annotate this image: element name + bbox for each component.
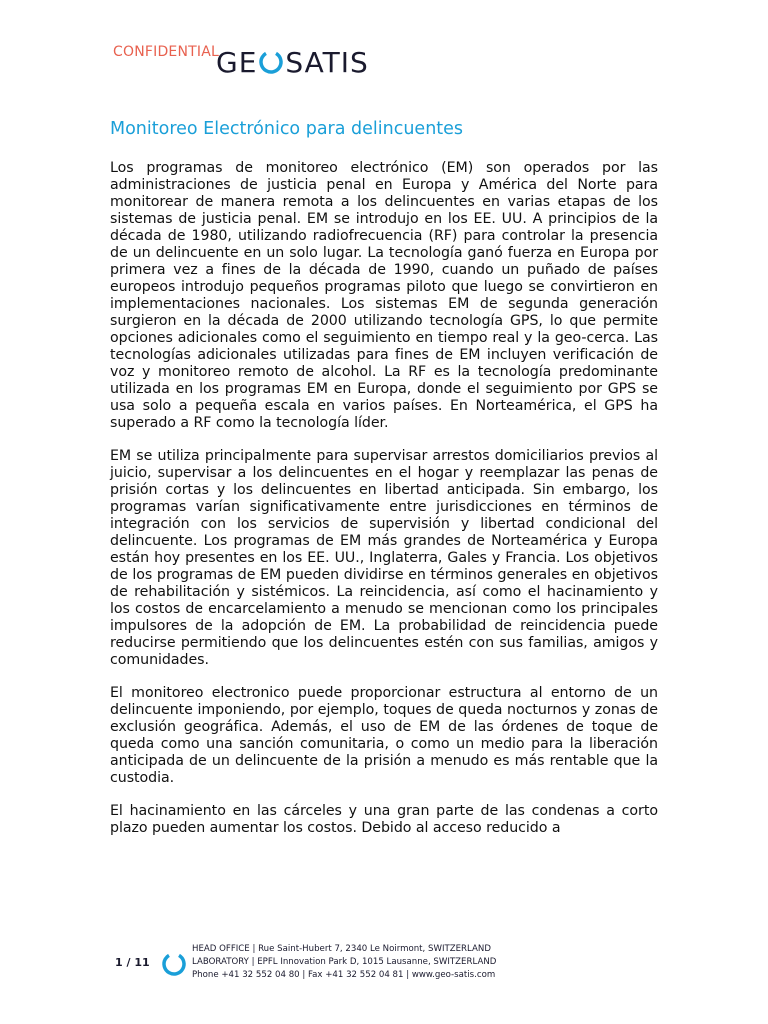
page-number: 1 / 11 bbox=[115, 956, 150, 969]
ring-logo-icon bbox=[161, 951, 187, 977]
footer-contact bbox=[192, 943, 496, 982]
paragraph-3: El monitoreo electronico puede proporcionar estructura al entorno de un delincuente imponiendo, por ejemplo, toques de queda nocturnos y zonas de exclusión geográfica. Además, el uso de EM de las órdenes de toque de queda como una sanción comunitaria, o como un medio para la liberación anticipada de un delincuente de la prisión a menudo es más rentable que la custodia. bbox=[110, 685, 658, 786]
confidential-label: CONFIDENTIAL bbox=[113, 44, 220, 60]
ring-logo-icon bbox=[258, 49, 284, 75]
page-header bbox=[0, 0, 768, 100]
document-title: Monitoreo Electrónico para delincuentes bbox=[110, 119, 464, 139]
paragraph-2: EM se utiliza principalmente para supervisar arrestos domiciliarios previos al juicio, supervisar a los delincuentes en el hogar y reemplazar las penas de prisión cortas y los delincuentes en libertad anticipada. Sin embargo, los programas varían significativamente entre jurisdicciones en términos de integración con los servicios de supervisión y libertad condicional del delincuente. Los programas de EM más grandes de Norteamérica y Europa están hoy presentes en los EE. UU., Inglaterra, Gales y Francia. Los objetivos de los programas de EM pueden dividirse en términos generales en objetivos de rehabilitación y sistémicos. La reincidencia, así como el hacinamiento y los costos de encarcelamiento a menudo se mencionan como los principales impulsores de la adopción de EM. La probabilidad de reincidencia puede reducirse permitiendo que los delincuentes estén con sus familias, amigos y comunidades. bbox=[110, 448, 658, 668]
logo-text-right: SATIS bbox=[285, 45, 369, 79]
company-logo bbox=[216, 44, 369, 80]
footer-phone: Phone +41 32 552 04 80 | Fax +41 32 552 04 81 | www.geo-satis.com bbox=[192, 970, 496, 980]
footer-head-office: HEAD OFFICE | Rue Saint-Hubert 7, 2340 Le Noirmont, SWITZERLAND bbox=[192, 944, 491, 954]
page-footer bbox=[0, 940, 768, 990]
footer-laboratory: LABORATORY | EPFL Innovation Park D, 1015 Lausanne, SWITZERLAND bbox=[192, 957, 497, 967]
paragraph-4: El hacinamiento en las cárceles y una gran parte de las condenas a corto plazo pueden aumentar los costos. Debido al acceso reducido a bbox=[110, 803, 658, 836]
paragraph-1: Los programas de monitoreo electrónico (EM) son operados por las administraciones de justicia penal en Europa y América del Norte para monitorear de manera remota a los delincuentes en varias etapas de los sistemas de justicia penal. EM se introdujo en los EE. UU. A principios de la década de 1980, utilizando radiofrecuencia (RF) para controlar la presencia de un delincuente en un solo lugar. La tecnología ganó fuerza en Europa por primera vez a fines de la década de 1990, cuando un puñado de países europeos introdujo pequeños programas piloto que luego se convirtieron en implementaciones nacionales. Los sistemas EM de segunda generación surgieron en la década de 2000 utilizando tecnología GPS, lo que permite opciones adicionales como el seguimiento en tiempo real y la geo-cerca. Las tecnologías adicionales utilizadas para fines de EM incluyen verificación de voz y monitoreo remoto de alcohol. La RF es la tecnología predominante utilizada en los programas EM en Europa, donde el seguimiento por GPS se usa solo a pequeña escala en varios países. En Norteamérica, el GPS ha superado a RF como la tecnología líder. bbox=[110, 160, 658, 431]
document-body bbox=[110, 160, 658, 853]
logo-text-left: GE bbox=[216, 45, 258, 79]
